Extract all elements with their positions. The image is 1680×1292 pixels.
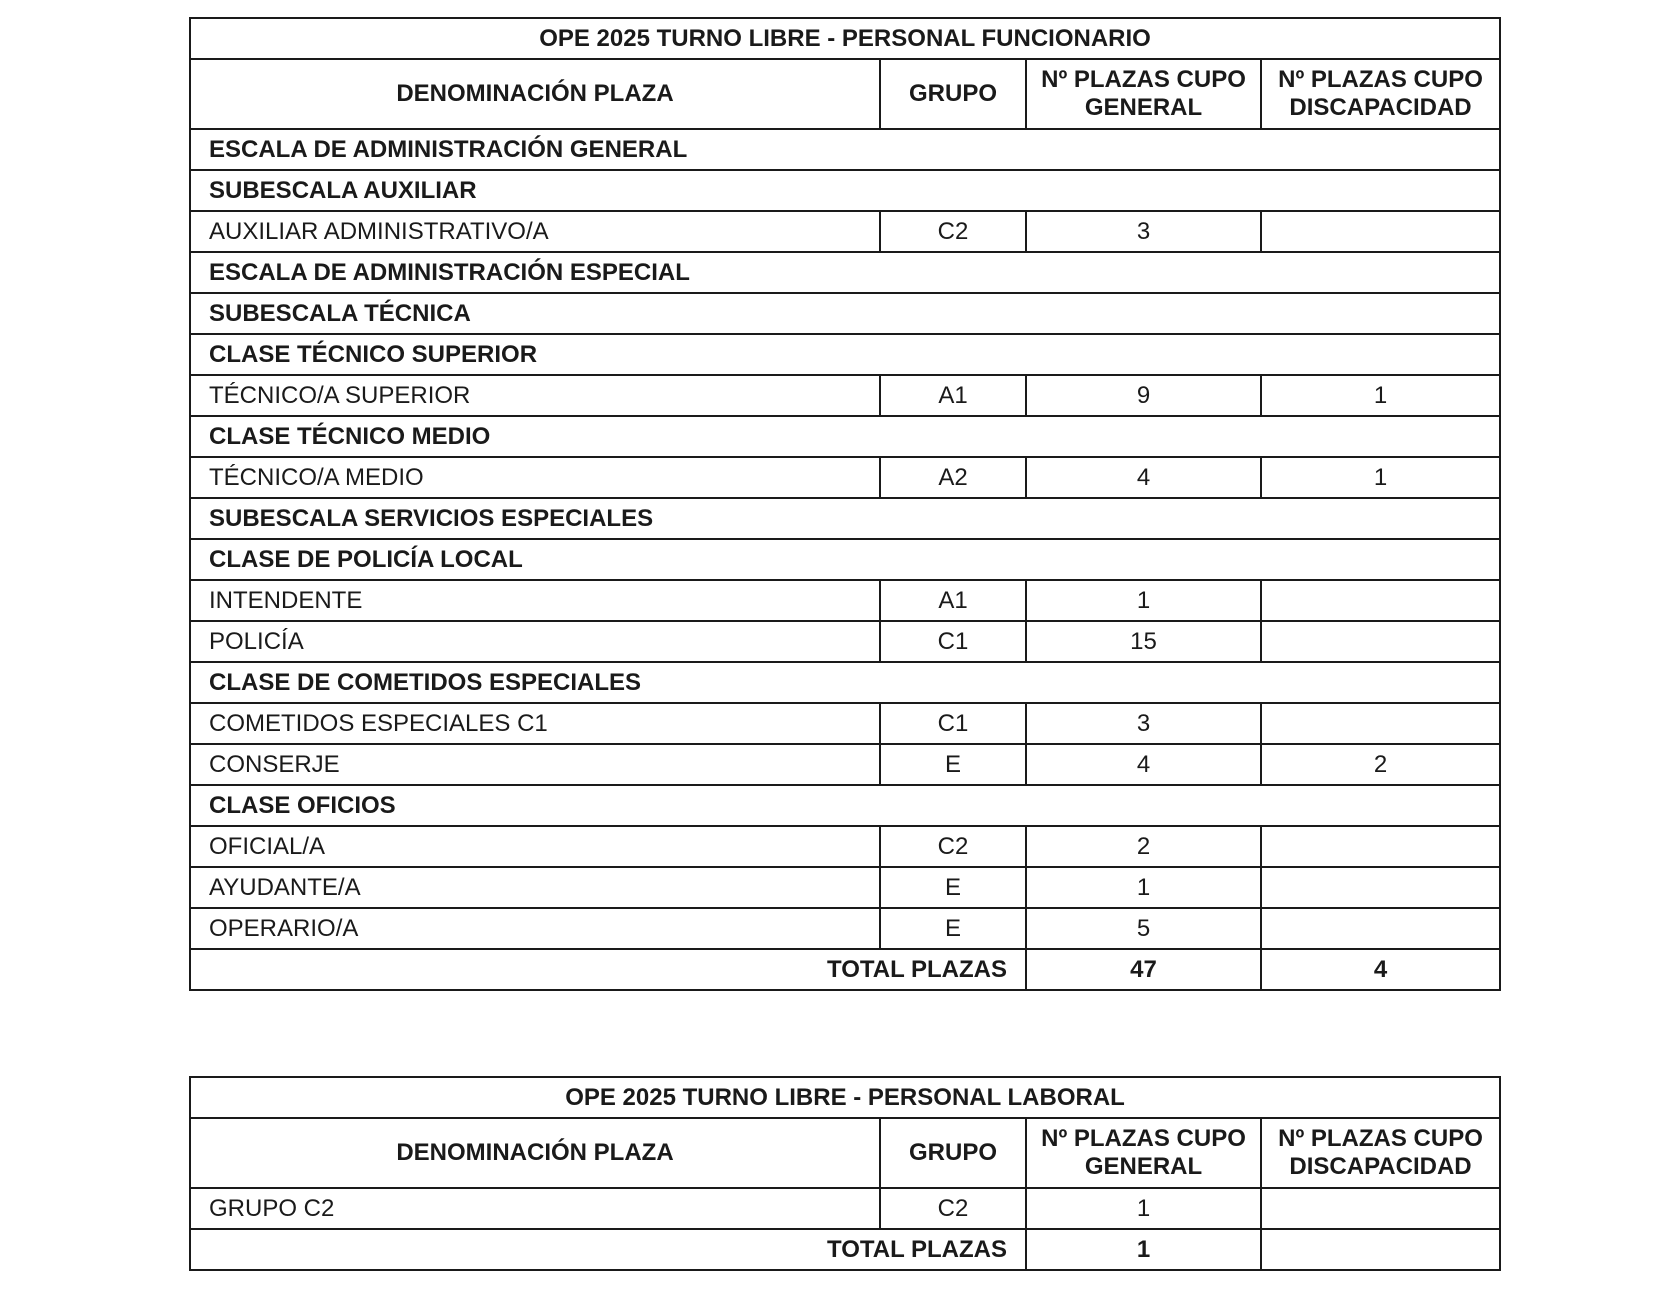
section-label: CLASE TÉCNICO MEDIO [190, 416, 1500, 457]
plaza-cupo-general: 1 [1026, 867, 1261, 908]
plaza-name: OFICIAL/A [190, 826, 880, 867]
plaza-grupo: C2 [880, 211, 1026, 252]
plaza-cupo-general: 4 [1026, 744, 1261, 785]
section-label: ESCALA DE ADMINISTRACIÓN GENERAL [190, 129, 1500, 170]
section-row [190, 785, 1500, 826]
total-label: TOTAL PLAZAS [190, 1229, 1026, 1270]
table-body [190, 129, 1500, 949]
section-label: SUBESCALA AUXILIAR [190, 170, 1500, 211]
plaza-grupo: E [880, 908, 1026, 949]
table-row [190, 826, 1500, 867]
plaza-cupo-discapacidad [1261, 580, 1500, 621]
plaza-cupo-discapacidad [1261, 621, 1500, 662]
section-label: CLASE DE COMETIDOS ESPECIALES [190, 662, 1500, 703]
plaza-name: OPERARIO/A [190, 908, 880, 949]
plaza-cupo-discapacidad: 2 [1261, 744, 1500, 785]
plaza-grupo: C2 [880, 1188, 1026, 1229]
plaza-cupo-general: 3 [1026, 211, 1261, 252]
section-label: CLASE DE POLICÍA LOCAL [190, 539, 1500, 580]
plaza-grupo: C2 [880, 826, 1026, 867]
total-cupo-general: 1 [1026, 1229, 1261, 1270]
plaza-cupo-general: 9 [1026, 375, 1261, 416]
plaza-cupo-general: 1 [1026, 1188, 1261, 1229]
plaza-cupo-general: 4 [1026, 457, 1261, 498]
header-grupo: GRUPO [880, 59, 1026, 129]
plaza-cupo-discapacidad [1261, 1188, 1500, 1229]
table-row [190, 457, 1500, 498]
section-row [190, 170, 1500, 211]
table-row [190, 621, 1500, 662]
header-denominacion: DENOMINACIÓN PLAZA [190, 1118, 880, 1188]
plaza-grupo: A2 [880, 457, 1026, 498]
plaza-grupo: C1 [880, 621, 1026, 662]
table-row [190, 703, 1500, 744]
header-cupo-discapacidad: Nº PLAZAS CUPO DISCAPACIDAD [1261, 59, 1500, 129]
total-label: TOTAL PLAZAS [190, 949, 1026, 990]
funcionario-table [189, 17, 1501, 991]
plaza-grupo: A1 [880, 375, 1026, 416]
plaza-name: INTENDENTE [190, 580, 880, 621]
header-cupo-general: Nº PLAZAS CUPO GENERAL [1026, 59, 1261, 129]
section-label: SUBESCALA SERVICIOS ESPECIALES [190, 498, 1500, 539]
header-denominacion: DENOMINACIÓN PLAZA [190, 59, 880, 129]
plaza-cupo-general: 2 [1026, 826, 1261, 867]
plaza-grupo: C1 [880, 703, 1026, 744]
header-grupo: GRUPO [880, 1118, 1026, 1188]
section-row [190, 539, 1500, 580]
laboral-table [189, 1076, 1501, 1271]
total-row [190, 949, 1500, 990]
plaza-cupo-discapacidad [1261, 908, 1500, 949]
total-cupo-discapacidad: 4 [1261, 949, 1500, 990]
plaza-cupo-discapacidad [1261, 867, 1500, 908]
plaza-name: GRUPO C2 [190, 1188, 880, 1229]
section-label: CLASE OFICIOS [190, 785, 1500, 826]
plaza-cupo-discapacidad [1261, 703, 1500, 744]
total-cupo-discapacidad [1261, 1229, 1500, 1270]
table-row [190, 908, 1500, 949]
section-row [190, 293, 1500, 334]
plaza-name: COMETIDOS ESPECIALES C1 [190, 703, 880, 744]
section-row [190, 662, 1500, 703]
section-row [190, 252, 1500, 293]
plaza-cupo-discapacidad [1261, 826, 1500, 867]
header-cupo-discapacidad: Nº PLAZAS CUPO DISCAPACIDAD [1261, 1118, 1500, 1188]
section-row [190, 416, 1500, 457]
section-label: SUBESCALA TÉCNICA [190, 293, 1500, 334]
total-cupo-general: 47 [1026, 949, 1261, 990]
plaza-name: TÉCNICO/A SUPERIOR [190, 375, 880, 416]
section-row [190, 129, 1500, 170]
plaza-name: CONSERJE [190, 744, 880, 785]
plaza-name: POLICÍA [190, 621, 880, 662]
plaza-cupo-discapacidad: 1 [1261, 375, 1500, 416]
table-title: OPE 2025 TURNO LIBRE - PERSONAL FUNCIONARIO [190, 18, 1500, 59]
table-row [190, 375, 1500, 416]
plaza-cupo-general: 3 [1026, 703, 1261, 744]
plaza-grupo: E [880, 867, 1026, 908]
table-row [190, 1188, 1500, 1229]
plaza-cupo-general: 1 [1026, 580, 1261, 621]
plaza-cupo-discapacidad: 1 [1261, 457, 1500, 498]
plaza-grupo: A1 [880, 580, 1026, 621]
total-row [190, 1229, 1500, 1270]
section-label: CLASE TÉCNICO SUPERIOR [190, 334, 1500, 375]
plaza-grupo: E [880, 744, 1026, 785]
table-row [190, 580, 1500, 621]
table-row [190, 744, 1500, 785]
plaza-cupo-general: 5 [1026, 908, 1261, 949]
table-title: OPE 2025 TURNO LIBRE - PERSONAL LABORAL [190, 1077, 1500, 1118]
table-body [190, 1188, 1500, 1229]
plaza-name: TÉCNICO/A MEDIO [190, 457, 880, 498]
table-row [190, 867, 1500, 908]
plaza-name: AYUDANTE/A [190, 867, 880, 908]
section-row [190, 334, 1500, 375]
section-row [190, 498, 1500, 539]
plaza-cupo-discapacidad [1261, 211, 1500, 252]
plaza-cupo-general: 15 [1026, 621, 1261, 662]
table-row [190, 211, 1500, 252]
plaza-name: AUXILIAR ADMINISTRATIVO/A [190, 211, 880, 252]
header-cupo-general: Nº PLAZAS CUPO GENERAL [1026, 1118, 1261, 1188]
section-label: ESCALA DE ADMINISTRACIÓN ESPECIAL [190, 252, 1500, 293]
